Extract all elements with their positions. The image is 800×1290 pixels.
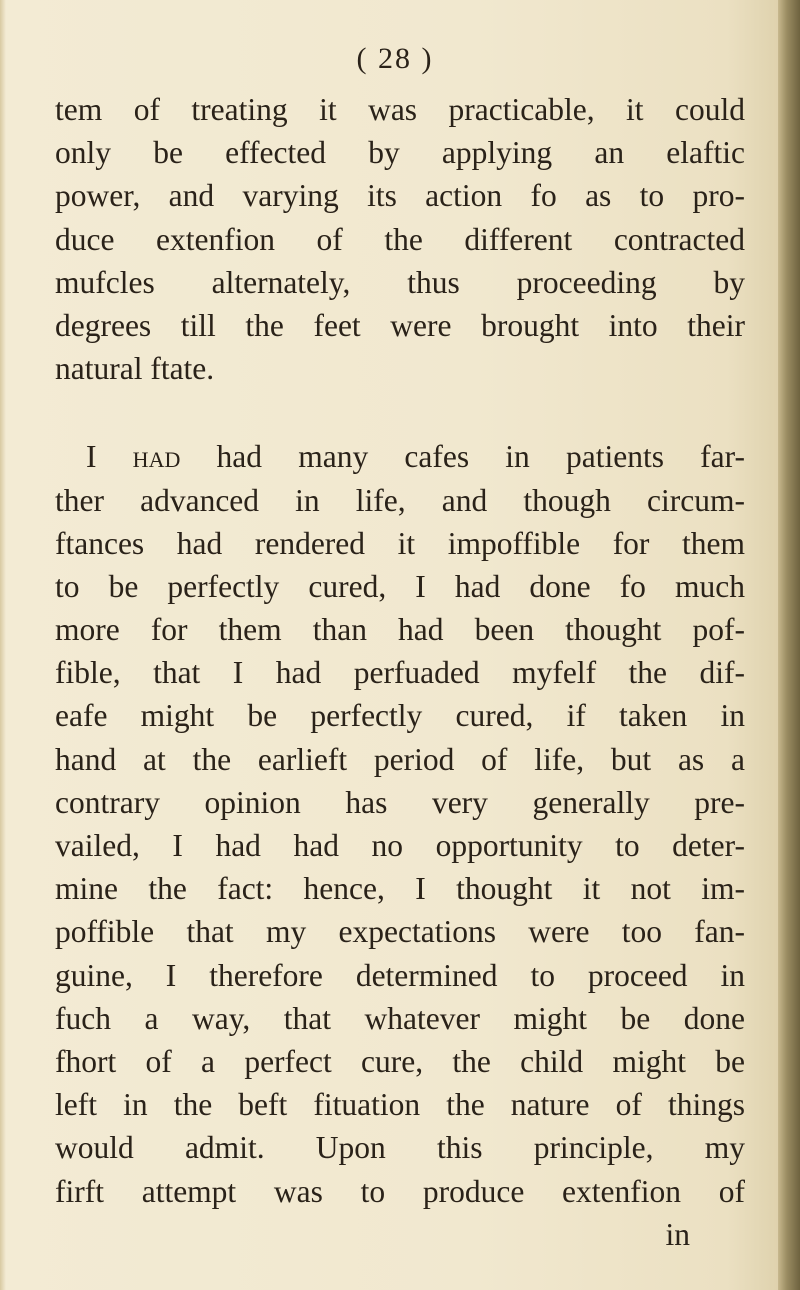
paragraph-1 [55, 88, 745, 390]
text-line: ther advanced in life, and though circum- [55, 482, 745, 518]
text-line: fhort of a perfect cure, the child might be [55, 1043, 745, 1079]
text-line: ftances had rendered it impoffible for them [55, 525, 745, 561]
text-line: tem of treating it was practicable, it could [55, 92, 745, 127]
text-line: duce extenfion of the different contracted [55, 221, 745, 257]
catchword: in [665, 1216, 690, 1252]
paragraph-lead-in: I had [86, 439, 181, 475]
text-line: eafe might be perfectly cured, if taken in [55, 698, 745, 734]
text-line: only be effected by applying an elaftic [55, 135, 745, 171]
text-line: firft attempt was to produce extenfion of [55, 1173, 745, 1209]
text-line: hand at the earlieft period of life, but as a [55, 741, 745, 777]
text-line: natural ftate. [55, 351, 215, 387]
body-text [55, 88, 745, 1256]
text-line: vailed, I had had no opportunity to deter- [55, 828, 745, 863]
text-line: fuch a way, that whatever might be done [55, 1000, 745, 1036]
text-line: fible, that I had perfuaded myfelf the dif- [55, 655, 745, 691]
text-line: guine, I therefore determined to proceed in [55, 957, 745, 993]
page-number-header: ( 28 ) [356, 42, 434, 75]
text-line: to be perfectly cured, I had done fo much [55, 568, 745, 604]
page-gutter-shadow [0, 0, 6, 1290]
text-line: degrees till the feet were brought into their [55, 307, 745, 343]
text-line: power, and varying its action fo as to pro- [55, 178, 745, 214]
text-line: poffible that my expectations were too fan- [55, 914, 745, 950]
text-line-first [55, 435, 745, 478]
text-line: left in the beft fituation the nature of things [55, 1087, 745, 1123]
paragraph-spacer [55, 390, 745, 435]
page-edge-shadow [778, 0, 800, 1290]
text-line: would admit. Upon this principle, my [55, 1130, 745, 1166]
text-line: more for them than had been thought pof- [55, 612, 745, 648]
paragraph-2 [55, 435, 745, 1212]
first-line-text: had many cafes in patients far- [180, 439, 745, 475]
text-line: mufcles alternately, thus proceeding by [55, 264, 745, 300]
text-line: contrary opinion has very generally pre- [55, 784, 745, 820]
text-line: mine the fact: hence, I thought it not im- [55, 871, 745, 907]
